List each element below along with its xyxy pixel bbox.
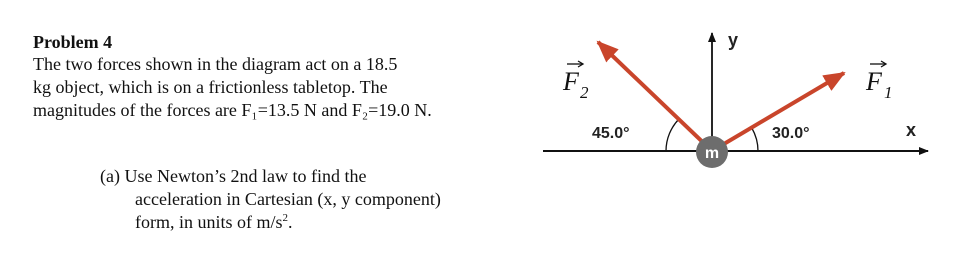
problem-title: Problem 4	[33, 32, 113, 52]
f1-symbol: F	[866, 67, 882, 96]
f2-label	[562, 61, 589, 102]
part-a-line-3-text: form, in units of m/s	[135, 212, 283, 232]
problem-statement-line-1: The two forces shown in the diagram act on a 18.5	[33, 54, 398, 74]
part-a-line-1: (a) Use Newton’s 2nd law to find the	[100, 166, 367, 186]
y-axis-label: y	[728, 30, 739, 50]
part-a-period: .	[288, 212, 293, 232]
angle-arc-45	[666, 119, 680, 152]
problem-statement-line-2: kg object, which is on a frictionless tabletop. The	[33, 77, 388, 97]
angle-30-label: 30.0°	[772, 125, 810, 142]
f1-label	[865, 61, 893, 102]
angle-45-label: 45.0°	[592, 125, 630, 142]
f2-symbol: F	[563, 67, 579, 96]
mass-label: m	[704, 145, 720, 162]
f2-subscript: 2	[580, 83, 589, 102]
part-a-units-exponent: 2	[282, 212, 288, 224]
f1-subscript: 1	[884, 83, 893, 102]
part-a-line-2: acceleration in Cartesian (x, y component)	[135, 189, 441, 209]
x-axis-label: x	[906, 120, 917, 140]
angle-arc-30	[752, 128, 758, 151]
problem-statement-line-3: magnitudes of the forces are F₁=13.5 N and F₂=19.0 N.	[33, 100, 432, 120]
